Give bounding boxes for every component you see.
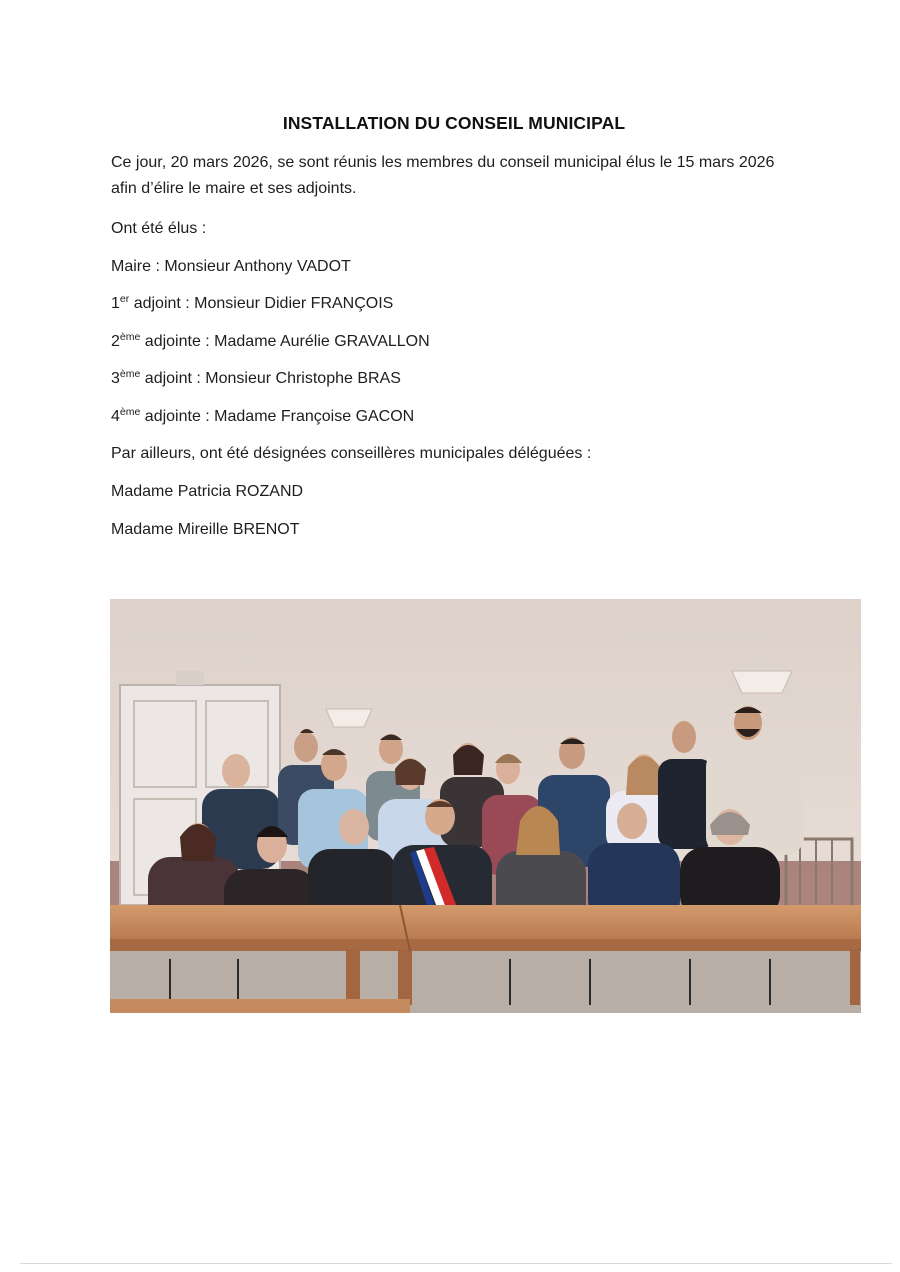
deputy-3-number: 3: [111, 370, 120, 387]
delegate-2-line: Madame Mireille BRENOT: [111, 521, 300, 538]
elected-heading: Ont été élus :: [111, 220, 207, 237]
page-bottom-edge: [20, 1263, 892, 1264]
intro-line-1: Ce jour, 20 mars 2026, se sont réunis les membres du conseil municipal élus le 15 mars 2026: [111, 154, 775, 171]
deputy-1-number: 1: [111, 295, 120, 312]
deputy-3-ordinal: ème: [119, 368, 141, 380]
mayor-line: Maire : Monsieur Anthony VADOT: [111, 258, 351, 275]
intro-line-2: afin d’élire le maire et ses adjoints.: [111, 180, 357, 197]
deputy-2-text: adjointe : Madame Aurélie GRAVALLON: [140, 333, 430, 350]
deputy-3-text: adjoint : Monsieur Christophe BRAS: [140, 370, 401, 387]
document-title: INSTALLATION DU CONSEIL MUNICIPAL: [282, 113, 626, 133]
deputy-2-line: [111, 329, 430, 355]
deputy-2-ordinal: ème: [119, 331, 141, 343]
deputy-4-line: [111, 404, 414, 430]
deputy-2-number: 2: [111, 333, 120, 350]
deputy-4-ordinal: ème: [119, 406, 141, 418]
group-photo: [110, 599, 861, 1013]
deputy-1-ordinal: er: [119, 293, 130, 305]
delegates-heading: Par ailleurs, ont été désignées conseillères municipales déléguées :: [111, 445, 592, 462]
intro-paragraph: [111, 150, 811, 202]
deputy-4-number: 4: [111, 408, 120, 425]
deputy-4-text: adjointe : Madame Françoise GACON: [140, 408, 415, 425]
deputy-1-line: [111, 291, 393, 317]
deputy-1-text: adjoint : Monsieur Didier FRANÇOIS: [129, 295, 394, 312]
delegate-1-line: Madame Patricia ROZAND: [111, 483, 304, 500]
deputy-3-line: [111, 366, 401, 392]
